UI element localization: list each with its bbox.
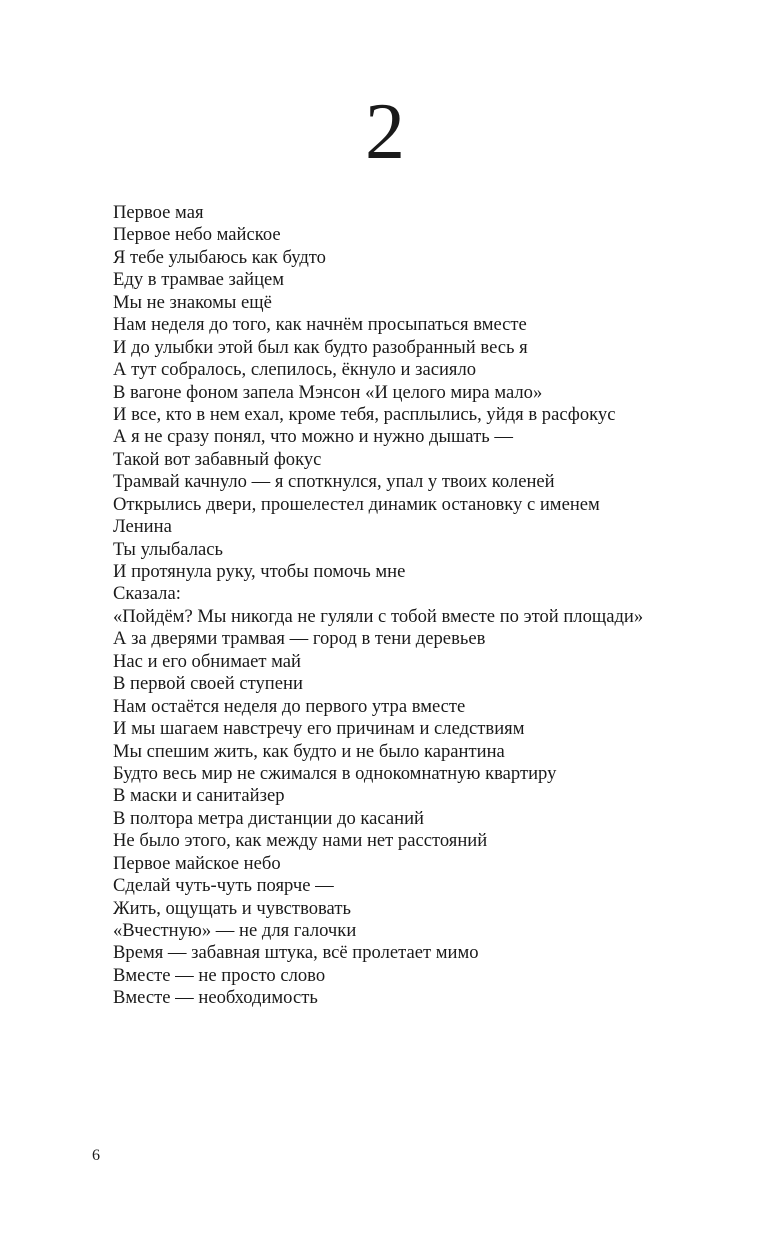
- poem-line: А тут собралось, слепилось, ёкнуло и засияло: [113, 359, 477, 381]
- poem-line: Открылись двери, прошелестел динамик остановку с именем: [113, 493, 600, 515]
- poem-line: Мы не знакомы ещё: [113, 291, 272, 313]
- poem-line: В маски и санитайзер: [113, 785, 285, 807]
- poem-line: Еду в трамвае зайцем: [113, 269, 285, 291]
- poem-line: Не было этого, как между нами нет расстояний: [113, 830, 488, 852]
- poem-line: Сказала:: [113, 583, 181, 605]
- poem-line: И протянула руку, чтобы помочь мне: [113, 561, 406, 582]
- poem-line: Нам неделя до того, как начнём просыпаться вместе: [113, 314, 527, 336]
- page-number: 6: [92, 1147, 100, 1164]
- poem-line: В первой своей ступени: [113, 673, 303, 695]
- poem-line: А я не сразу понял, что можно и нужно дышать —: [113, 426, 513, 448]
- poem-line: Вместе — не просто слово: [113, 964, 326, 986]
- poem-line: «Пойдём? Мы никогда не гуляли с тобой вместе по этой площади»: [113, 605, 644, 627]
- poem-line: Вместе — необходимость: [113, 987, 318, 1009]
- poem-line: Первое мая: [113, 202, 204, 223]
- poem-line: Трамвай качнуло — я споткнулся, упал у твоих коленей: [113, 471, 555, 493]
- poem-line: Нас и его обнимает май: [113, 650, 301, 672]
- poem-line: Первое майское небо: [113, 852, 281, 874]
- poem-line: И до улыбки этой был как будто разобранный весь я: [113, 336, 528, 358]
- poem-line: Первое небо майское: [113, 224, 281, 246]
- poem-line: Ты улыбалась: [113, 538, 223, 560]
- poem-line: В полтора метра дистанции до касаний: [113, 807, 424, 829]
- poem-line: Время — забавная штука, всё пролетает мимо: [113, 942, 479, 964]
- poem-line: И мы шагаем навстречу его причинам и следствиям: [113, 718, 525, 740]
- poem-body: [113, 202, 713, 1010]
- poem-line: В вагоне фоном запела Мэнсон «И целого мира мало»: [113, 381, 543, 403]
- poem-line: Нам остаётся неделя до первого утра вместе: [113, 695, 466, 717]
- poem-line: А за дверями трамвая — город в тени деревьев: [113, 628, 486, 650]
- poem-line: Будто весь мир не сжимался в однокомнатную квартиру: [113, 762, 557, 784]
- poem-line: Я тебе улыбаюсь как будто: [113, 246, 326, 268]
- poem-line: «Вчестную» — не для галочки: [113, 920, 357, 941]
- poem-line: Ленина: [113, 516, 172, 538]
- poem-line: Такой вот забавный фокус: [113, 448, 322, 470]
- poem-line: Жить, ощущать и чувствовать: [113, 897, 351, 919]
- poem-line: Мы спешим жить, как будто и не было карантина: [113, 740, 505, 762]
- chapter-number: 2: [365, 88, 403, 176]
- poem-line: И все, кто в нем ехал, кроме тебя, расплылись, уйдя в расфокус: [113, 403, 616, 425]
- poem-line: Сделай чуть-чуть поярче —: [113, 875, 334, 897]
